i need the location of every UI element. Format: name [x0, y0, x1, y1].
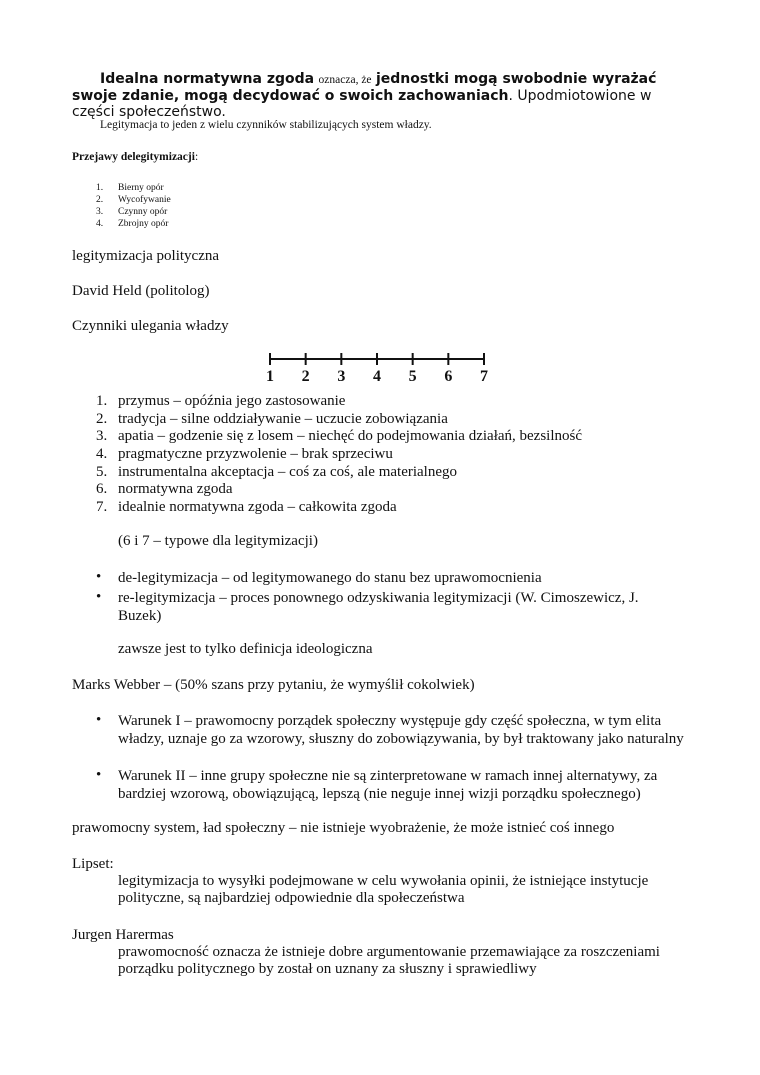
list-number: 4.	[96, 219, 104, 229]
intro-paragraph	[72, 71, 682, 120]
list-text: tradycja – silne oddziaływanie – uczucie zobowiązania	[118, 410, 448, 427]
intro-small-connector: oznacza, że	[318, 74, 372, 86]
list-text: Wycofywanie	[118, 195, 171, 205]
list-text: Bierny opór	[118, 183, 164, 193]
bullet-text: Warunek II – inne grupy społeczne nie są zinterpretowane w ramach innej alternatywy, za bardziej wzorową, obowiązującą, lepszą (nie neguje innej wizji porządku społecznego)	[118, 768, 658, 802]
delegit-heading	[72, 151, 198, 163]
habermas-text: prawomocność oznacza że istnieje dobre argumentowanie przemawiające za roszczeniami porządku politycznego by został on uznany za słuszny i sprawiedliwy	[118, 944, 660, 977]
list-text: pragmatyczne przyzwolenie – brak sprzeciwu	[118, 446, 393, 463]
factors-heading: Czynniki ulegania władzy	[72, 318, 229, 334]
list-number: 5.	[96, 463, 108, 480]
habermas-name: Jurgen Harermas	[72, 927, 174, 943]
lipset-text: legitymizacja to wysyłki podejmowane w celu wywołania opinii, że istniejące instytucje polityczne, są najbardziej odpowiednie dla społeczeństwa	[118, 873, 649, 906]
list-text: normatywna zgoda	[118, 481, 233, 498]
bullet-text: de-legitymizacja – od legitymowanego do stanu bez uprawomocnienia	[118, 570, 542, 586]
legitimation-line: Legitymacja to jeden z wielu czynników stabilizujących system władzy.	[100, 119, 432, 131]
bullet-text: Warunek I – prawomocny porządek społeczny występuje gdy część społeczna, w tym elita władzy, uznaje go za wzorowy, słuszny do zobowiązywania, by był traktowany jako naturalny	[118, 713, 684, 747]
list-number: 1.	[96, 183, 104, 193]
scale-label: 6	[444, 368, 453, 384]
system-line: prawomocny system, ład społeczny – nie istnieje wyobrażenie, że może istnieć coś innego	[72, 820, 615, 836]
scale-label: 2	[301, 368, 310, 384]
scale-label: 5	[408, 368, 417, 384]
list-number: 3.	[96, 207, 104, 217]
scale-diagram	[260, 350, 500, 384]
bullet-icon: •	[96, 767, 102, 783]
list-text: Zbrojny opór	[118, 219, 169, 229]
list-number: 3.	[96, 428, 108, 445]
typical-note: (6 i 7 – typowe dla legitymizacji)	[118, 533, 318, 549]
list-text: przymus – opóźnia jego zastosowanie	[118, 393, 346, 409]
bullet-text: re-legitymizacja – proces ponownego odzyskiwania legitymizacji (W. Cimoszewicz, J. Buzek)	[118, 590, 639, 624]
intro-bold-term: Idealna normatywna zgoda	[100, 71, 315, 87]
list-number: 6.	[96, 481, 108, 498]
list-number: 2.	[96, 410, 108, 427]
intro-rest: . Upodmiotowione w części społeczeństwo.	[72, 88, 652, 120]
legit-political-line: legitymizacja polityczna	[72, 248, 220, 264]
list-text: idealnie normatywna zgoda – całkowita zgoda	[118, 499, 397, 516]
list-text: apatia – godzenie się z losem – niechęć do podejmowania działań, bezsilność	[118, 428, 582, 445]
david-held-line: David Held (politolog)	[72, 283, 210, 299]
scale-label: 7	[480, 368, 488, 384]
webber-line: Marks Webber – (50% szans przy pytaniu, że wymyślił cokolwiek)	[72, 677, 475, 693]
list-text: instrumentalna akceptacja – coś za coś, ale materialnego	[118, 463, 458, 480]
list-number: 2.	[96, 195, 104, 205]
list-number: 4.	[96, 446, 108, 463]
list-text: Czynny opór	[118, 207, 168, 217]
scale-label: 4	[373, 368, 381, 384]
list-number: 1.	[96, 393, 108, 409]
delegit-heading-text: Przejawy delegitymizacji	[72, 151, 195, 163]
list-number: 7.	[96, 499, 108, 516]
bullet-icon: •	[96, 712, 102, 728]
lipset-name: Lipset:	[72, 856, 114, 872]
scale-label: 1	[266, 368, 274, 384]
bullet-icon: •	[96, 589, 102, 605]
ideology-note: zawsze jest to tylko definicja ideologiczna	[118, 641, 373, 657]
scale-label: 3	[337, 368, 346, 384]
intro-bold-definition: jednostki mogą swobodnie wyrażać swoje zdanie, mogą decydować o swoich zachowaniach	[72, 71, 657, 104]
scale-labels	[266, 368, 488, 384]
delegit-heading-colon: :	[194, 151, 199, 163]
bullet-icon: •	[96, 569, 102, 585]
